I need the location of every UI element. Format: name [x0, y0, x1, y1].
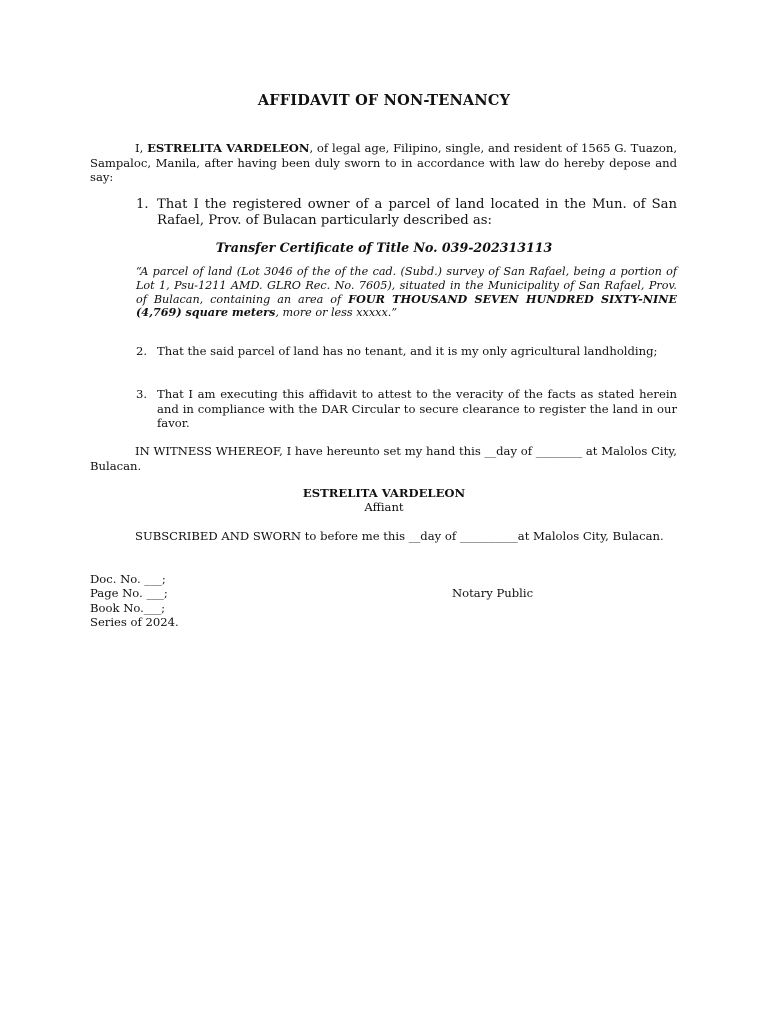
series: Series of 2024.	[90, 614, 179, 629]
affiant-signature-name: ESTRELITA VARDELEON	[302, 486, 466, 500]
list-item-number: 2.	[136, 344, 148, 358]
list-item-2	[136, 344, 677, 359]
list-item-text: That the said parcel of land has no tenant, and it is my only agricultural landholding;	[157, 344, 658, 358]
list-item-1	[136, 197, 677, 229]
list-item-text: That I am executing this affidavit to attest to the veracity of the facts as stated herein and in compliance with the DAR Circular to secure clearance to register the land in our favor.	[157, 387, 677, 431]
intro-paragraph	[90, 141, 677, 185]
affiant-name-intro: ESTRELITA VARDELEON	[147, 141, 310, 155]
description-area: FOUR THOUSAND SEVEN HUNDRED SIXTY-NINE (4,769) square meters	[136, 291, 677, 320]
doc-no: Doc. No. ___;	[90, 572, 166, 586]
list-item-text: That I the registered owner of a parcel of land located in the Mun. of San Rafael, Prov. of Bulacan particularly described as:	[157, 197, 677, 228]
subscribed-paragraph: SUBSCRIBED AND SWORN to before me this __day of __________at Malolos City, Bulacan.	[135, 529, 664, 543]
description-part2: , more or less xxxxx.”	[275, 306, 398, 320]
intro-rest: , of legal age, Filipino, single, and resident of 1565 G. Tuazon, Sampaloc, Manila, after having been duly sworn to in accordance with law do hereby depose and say:	[90, 141, 678, 185]
page-no: Page No. ___;	[90, 586, 168, 601]
list-item-number: 3.	[136, 387, 148, 401]
witness-paragraph: IN WITNESS WHEREOF, I have hereunto set my hand this __day of ________ at Malolos City, Bulacan.	[90, 444, 677, 473]
intro-prefix: I,	[135, 141, 148, 155]
tct-heading: Transfer Certificate of Title No. 039-202313113	[215, 240, 553, 255]
notary-public-label: Notary Public	[452, 586, 534, 600]
affiant-label: Affiant	[364, 500, 404, 514]
list-item-number: 1.	[136, 197, 149, 212]
description-part1: “A parcel of land (Lot 3046 of the of the cad. (Subd.) survey of San Rafael, being a portion of Lot 1, Psu-1211 AMD. GLRO Rec. No. 7605), situated in the Municipality of San Rafael, Prov. of Bulacan, containing an area of	[136, 265, 677, 306]
document-title: AFFIDAVIT OF NON-TENANCY	[257, 92, 511, 109]
property-description	[136, 265, 677, 320]
notarial-register	[90, 572, 179, 629]
list-item-3	[136, 387, 677, 431]
book-no: Book No.___;	[90, 600, 166, 615]
